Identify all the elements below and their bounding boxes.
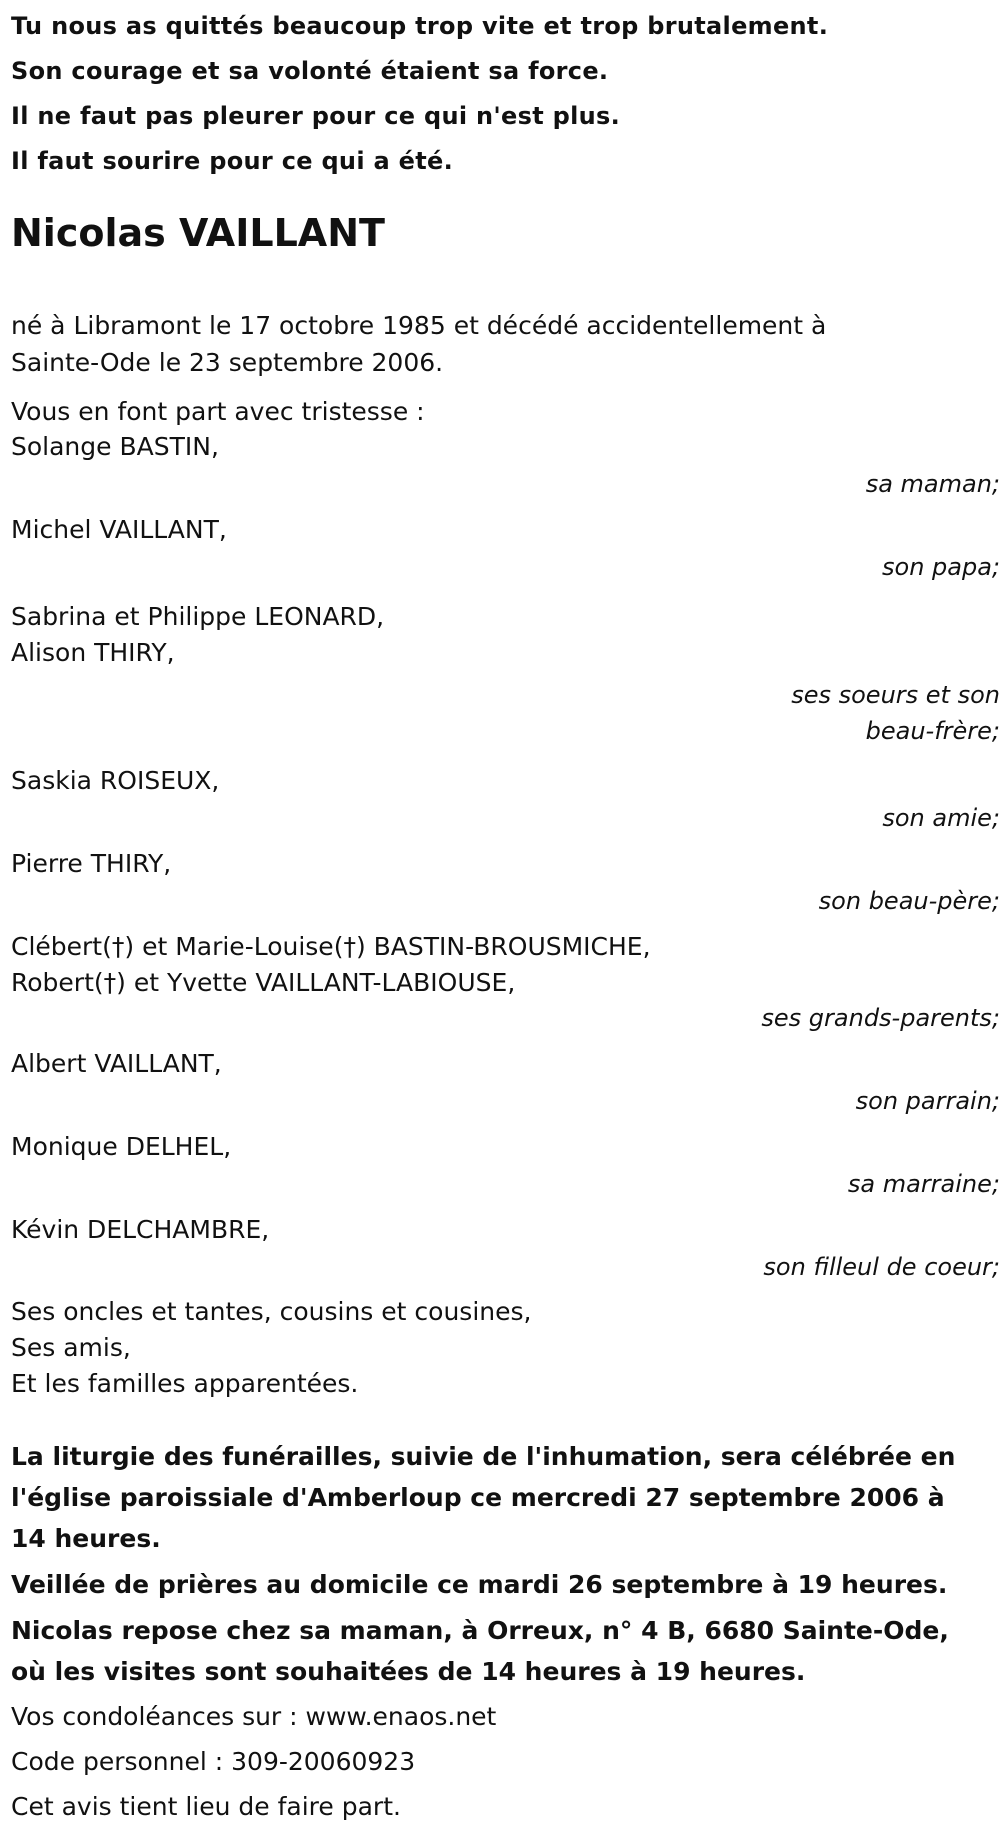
family-entry: [11, 596, 1000, 752]
family-entry: [11, 509, 1000, 588]
closing-line: Et les familles apparentées.: [11, 1369, 359, 1398]
quote-line: Tu nous as quittés beaucoup trop vite et trop brutalement.: [11, 12, 829, 40]
family-relation: son amie;: [882, 804, 1000, 832]
family-entry: [11, 1209, 1000, 1288]
family-relation: ses grands-parents;: [761, 1004, 1000, 1032]
family-relation: son filleul de coeur;: [763, 1253, 1000, 1281]
family-relation: sa maman;: [865, 470, 1000, 498]
notice-statement: Cet avis tient lieu de faire part.: [11, 1792, 401, 1821]
family-member: Alison THIRY,: [11, 638, 175, 667]
birth-death-info: [11, 305, 911, 383]
family-entry: [11, 760, 1000, 839]
family-member: Clébert(†) et Marie-Louise(†) BASTIN-BROUSMICHE,: [11, 932, 651, 961]
family-member: Sabrina et Philippe LEONARD,: [11, 602, 385, 631]
closing-line: Ses amis,: [11, 1333, 131, 1362]
family-entry: [11, 1126, 1000, 1205]
family-relation: ses soeurs et son: [791, 681, 1000, 709]
death-line: Sainte-Ode le 23 septembre 2006.: [11, 348, 444, 377]
obituary-notice: [11, 0, 1000, 1832]
vigil-info: Veillée de prières au domicile ce mardi 26 septembre à 19 heures.: [11, 1570, 948, 1599]
family-entry: [11, 1043, 1000, 1122]
closing-list: [11, 1291, 991, 1404]
birth-line: né à Libramont le 17 octobre 1985 et décédé accidentellement à: [11, 311, 827, 340]
family-member: Monique DELHEL,: [11, 1132, 232, 1161]
quote-line: Il faut sourire pour ce qui a été.: [11, 147, 454, 175]
visitation-info: Nicolas repose chez sa maman, à Orreux, n° 4 B, 6680 Sainte-Ode, où les visites sont souhaitées de 14 heures à 19 heures.: [11, 1616, 949, 1686]
family-member: Saskia ROISEUX,: [11, 766, 220, 795]
condolences-link: Vos condoléances sur : www.enaos.net: [11, 1702, 497, 1731]
announcement-intro: Vous en font part avec tristesse :: [11, 397, 425, 426]
family-member: Kévin DELCHAMBRE,: [11, 1215, 270, 1244]
family-member: Michel VAILLANT,: [11, 515, 227, 544]
family-relation: son parrain;: [855, 1087, 1000, 1115]
family-member: Solange BASTIN,: [11, 432, 219, 461]
family-relation: sa marraine;: [847, 1170, 1000, 1198]
family-relation: beau-frère;: [865, 717, 1000, 745]
family-entry: [11, 926, 1000, 1039]
family-entry: [11, 843, 1000, 922]
deceased-name: Nicolas VAILLANT: [11, 211, 385, 255]
quote-line: Son courage et sa volonté étaient sa force.: [11, 57, 609, 85]
family-entry: [11, 426, 1000, 505]
family-member: Robert(†) et Yvette VAILLANT-LABIOUSE,: [11, 968, 516, 997]
personal-code: Code personnel : 309-20060923: [11, 1747, 416, 1776]
family-relation: son papa;: [882, 553, 1000, 581]
family-member: Albert VAILLANT,: [11, 1049, 222, 1078]
quote-line: Il ne faut pas pleurer pour ce qui n'est plus.: [11, 102, 621, 130]
closing-line: Ses oncles et tantes, cousins et cousines,: [11, 1297, 532, 1326]
family-list: [11, 426, 1000, 1288]
quote-block: [11, 1, 991, 186]
funeral-info: La liturgie des funérailles, suivie de l'inhumation, sera célébrée en l'église paroissiale d'Amberloup ce mercredi 27 septembre 2006 à 14 heures.: [11, 1442, 956, 1553]
family-relation: son beau-père;: [818, 887, 1000, 915]
family-member: Pierre THIRY,: [11, 849, 172, 878]
